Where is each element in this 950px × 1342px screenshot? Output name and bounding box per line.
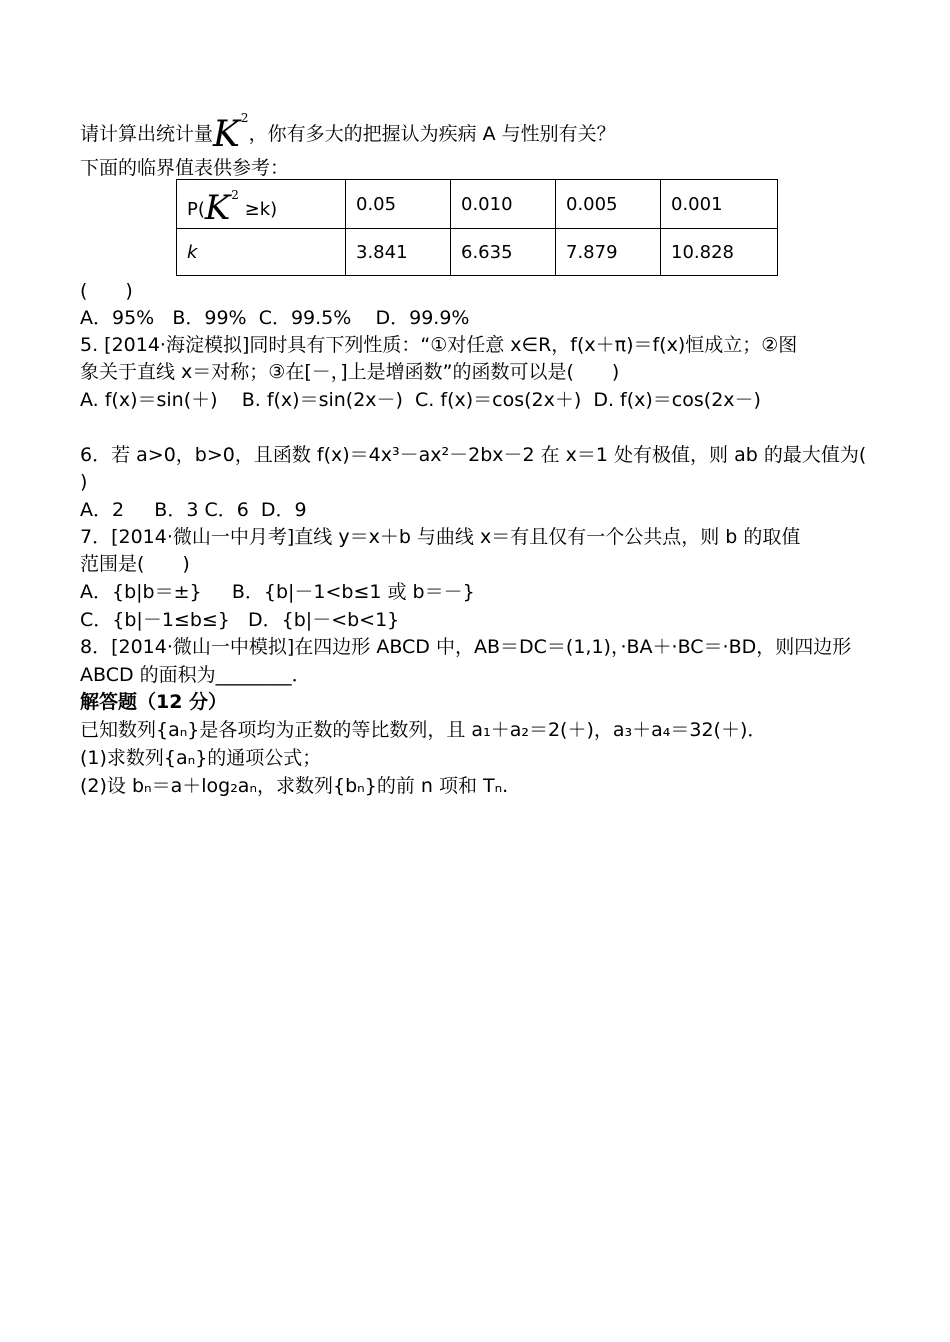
q6-line-2: ) [80,471,88,493]
table-cell: 10.828 [661,229,778,276]
text-intro: 请计算出统计量 [80,123,214,145]
q7-line-1: 7．[2014·微山一中月考]直线 y＝x＋b 与曲线 x＝有且仅有一个公共点，则 b 的取值 [80,526,801,548]
table-cell: 0.005 [556,180,661,229]
section-heading: 解答题（12 分） [80,691,228,713]
q5-line-1: 5. [2014·海淀模拟]同时具有下列性质：“①对任意 x∈R，f(x＋π)＝f(x)恒成立；②图 [80,334,798,356]
q8-line-2: ABCD 的面积为________． [80,664,311,686]
table-cell: 7.879 [556,229,661,276]
k-symbol: K [213,114,240,155]
solution-line-2: (1)求数列{aₙ}的通项公式； [80,747,322,769]
q6-options: A．2 B．3 C．6 D．9 [80,499,307,521]
q7-options-ab: A．{b|b＝±} B．{b|－1<b≤1 或 b＝－} [80,581,475,603]
table-cell-k-label: k [177,229,346,276]
table-cell: 3.841 [346,229,451,276]
prob-prefix: P( [187,199,205,220]
q5-options: A. f(x)＝sin(＋) B. f(x)＝sin(2x－) C. f(x)＝cos(2x＋) D. f(x)＝cos(2x－) [80,389,761,411]
k-exponent-table: 2 [231,188,239,202]
solution-line-1: 已知数列{aₙ}是各项均为正数的等比数列，且 a₁＋a₂＝2(＋)，a₃＋a₄＝32(＋)． [80,719,767,741]
q5-line-2: 象关于直线 x＝对称；③在[－，]上是增函数”的函数可以是( ) [80,361,620,383]
table-header-cell [177,180,346,229]
table-caption: 下面的临界值表供参考： [80,157,290,179]
table-cell: 0.05 [346,180,451,229]
table-cell: 0.001 [661,180,778,229]
answer-paren: ( ) [80,280,133,302]
critical-value-table [176,179,778,276]
k-exponent: 2 [240,111,249,125]
question-line-k-squared [80,111,616,155]
prob-suffix: ≥k) [244,199,278,220]
text-question: ，你有多大的把握认为疾病 A 与性别有关？ [248,123,616,145]
k-symbol-table: K [204,188,231,228]
solution-line-3: (2)设 bₙ＝a＋log₂aₙ，求数列{bₙ}的前 n 项和 Tₙ. [80,775,509,797]
table-cell: 0.010 [451,180,556,229]
table-row-k [177,229,778,276]
q6-line-1: 6．若 a>0，b>0，且函数 f(x)＝4x³－ax²－2bx－2 在 x＝1 处有极值，则 ab 的最大值为( [80,444,867,466]
table-cell: 6.635 [451,229,556,276]
table-row-probability [177,180,778,229]
q4-options: A．95% B．99% C．99.5% D．99.9% [80,307,470,329]
q7-line-2: 范围是( ) [80,553,190,575]
q7-options-cd: C．{b|－1≤b≤} D．{b|－<b<1} [80,609,400,631]
q8-line-1: 8．[2014·微山一中模拟]在四边形 ABCD 中，AB＝DC＝(1,1)，·BA＋·BC＝·BD，则四边形 [80,636,852,658]
